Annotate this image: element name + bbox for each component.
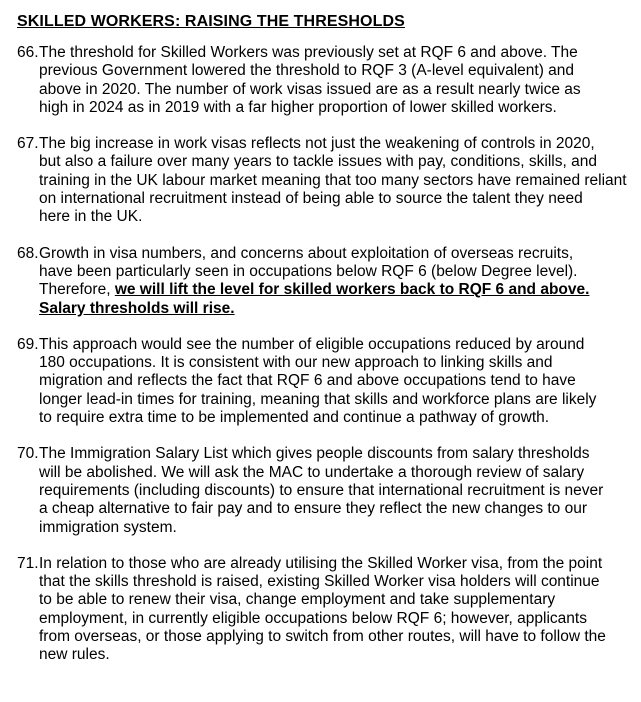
paragraph-text xyxy=(39,336,619,427)
paragraph-number: 66. xyxy=(17,44,39,61)
text-line: The Immigration Salary List which gives people discounts from salary thresholds xyxy=(39,445,590,463)
paragraph-number: 68. xyxy=(17,244,39,262)
text-line: longer lead-in times for training, meaning that skills and workforce plans are likely xyxy=(39,390,597,408)
text-line: This approach would see the number of eligible occupations reduced by around xyxy=(39,335,585,353)
paragraph-70 xyxy=(17,445,641,536)
text-line: employment, in currently eligible occupations below RQF 6; however, applicants xyxy=(39,609,587,627)
paragraph-number: 69. xyxy=(17,335,39,353)
text-line: to be able to renew their visa, change employment and take supplementary xyxy=(39,591,556,609)
text-line xyxy=(39,281,619,299)
paragraph-number: 70. xyxy=(17,445,39,463)
text-line: new rules. xyxy=(39,646,110,664)
emphasis-text: Salary thresholds will rise. xyxy=(39,299,235,317)
text-line: have been particularly seen in occupations below RQF 6 (below Degree level). xyxy=(39,262,578,280)
paragraph-text xyxy=(39,135,627,226)
paragraph-spacer xyxy=(17,537,641,555)
text-line: Growth in visa numbers, and concerns about exploitation of overseas recruits, xyxy=(39,244,574,262)
text-line: 180 occupations. It is consistent with our new approach to linking skills and xyxy=(39,354,553,372)
paragraph-text xyxy=(39,445,619,536)
text-line: will be abolished. We will ask the MAC to undertake a thorough review of salary xyxy=(39,463,585,481)
paragraph-text xyxy=(39,555,619,665)
text-line: previous Government lowered the threshold to RQF 3 (A-level equivalent) and xyxy=(39,62,575,80)
paragraph-number: 67. xyxy=(17,135,39,153)
paragraph-67 xyxy=(17,135,641,226)
text-line: immigration system. xyxy=(39,518,177,536)
text-line: migration and reflects the fact that RQF 6 and above occupations tend to have xyxy=(39,372,576,390)
section-heading: SKILLED WORKERS: RAISING THE THRESHOLDS xyxy=(17,13,405,30)
paragraph-71 xyxy=(17,555,641,665)
paragraph-spacer xyxy=(17,227,641,245)
paragraph-spacer xyxy=(17,318,641,336)
emphasis-text: we will lift the level for skilled workers back to RQF 6 and above. xyxy=(114,281,590,299)
text-line: The big increase in work visas reflects not just the weakening of controls in 2020, xyxy=(39,135,595,153)
text-line: above in 2020. The number of work visas issued are as a result nearly twice as xyxy=(39,80,581,98)
text-line: high in 2024 as in 2019 with a far higher proportion of lower skilled workers. xyxy=(39,98,557,116)
text-line: but also a failure over many years to tackle issues with pay, conditions, skills, and xyxy=(39,153,597,171)
text-line: that the skills threshold is raised, existing Skilled Worker visa holders will continue xyxy=(39,573,600,591)
text-line: requirements (including discounts) to ensure that international recruitment is never xyxy=(39,481,604,499)
paragraph-68 xyxy=(17,245,641,318)
text-line: a cheap alternative to fair pay and to ensure they reflect the new changes to our xyxy=(39,500,588,518)
text-line: here in the UK. xyxy=(39,208,143,226)
text-line: training in the UK labour market meaning that too many sectors have remained reliant xyxy=(39,171,627,189)
text-line: to require extra time to be implemented and continue a pathway of growth. xyxy=(39,409,550,427)
text-line: In relation to those who are already utilising the Skilled Worker visa, from the point xyxy=(39,554,603,572)
paragraph-text xyxy=(39,44,619,117)
paragraph-66 xyxy=(17,44,641,117)
paragraph-text xyxy=(39,245,619,318)
paragraph-spacer xyxy=(17,427,641,445)
paragraph-number: 71. xyxy=(17,554,39,572)
text-line: on international recruitment instead of being able to source the talent they need xyxy=(39,190,583,208)
text-line xyxy=(39,300,619,318)
plain-text: Therefore, xyxy=(39,281,115,299)
text-line: The threshold for Skilled Workers was previously set at RQF 6 and above. The xyxy=(39,44,578,61)
paragraph-69 xyxy=(17,336,641,427)
text-line: from overseas, or those applying to switch from other routes, will have to follow the xyxy=(39,628,606,646)
paragraph-spacer xyxy=(17,117,641,135)
